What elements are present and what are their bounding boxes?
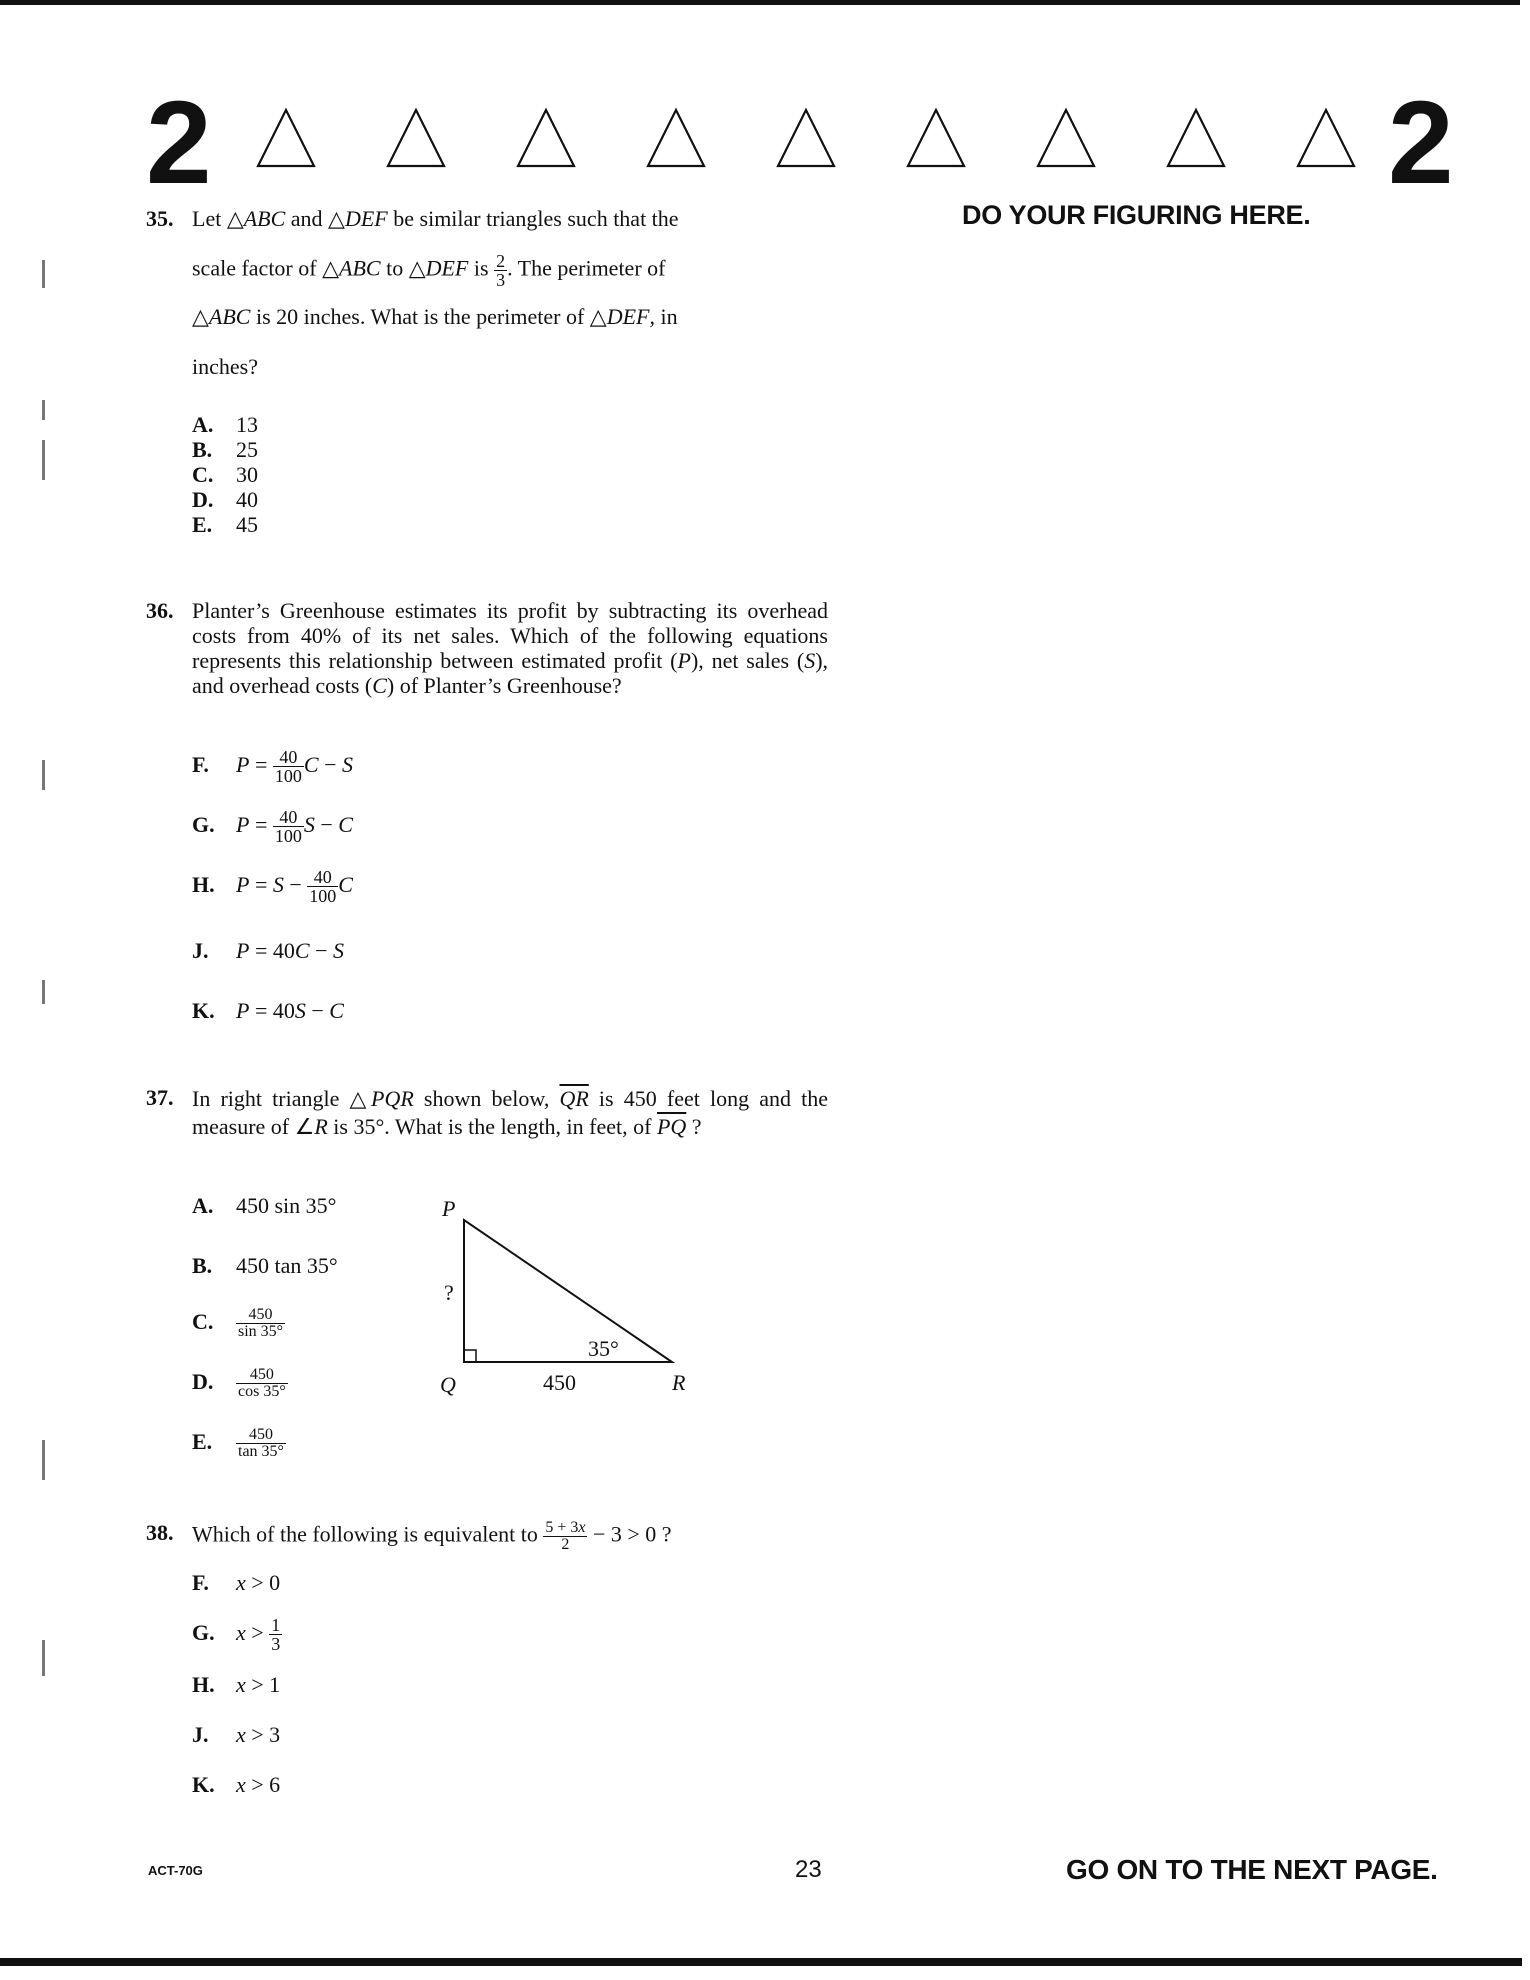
- question-line: Let △ABC and △DEF be similar triangles such that the: [192, 206, 679, 231]
- triangle-icon: [644, 106, 708, 170]
- option-g[interactable]: G. P = $\frac{40}{100}$ S − C: [192, 807, 353, 846]
- question-text: Planter’s Greenhouse estimates its profit by subtracting its overhead costs from 40% of its net sales. Which of the following equations represents this relationship between estimated profit (P), net sales (S), and overhead costs (C) of Planter’s Greenhouse?: [192, 598, 829, 698]
- question-number: 38.: [146, 1520, 174, 1545]
- bottom-rule: [0, 1958, 1522, 1966]
- margin-mark: [42, 1440, 45, 1480]
- section-number-left: 2: [146, 77, 212, 209]
- option-g[interactable]: G. x > $\frac{1}{3}$: [192, 1615, 281, 1654]
- option-h[interactable]: H. x > 1: [192, 1672, 281, 1697]
- margin-mark: [42, 760, 45, 790]
- triangle-icon: [1034, 106, 1098, 170]
- form-code: ACT-70G: [148, 1863, 203, 1878]
- triangle-icon: [514, 106, 578, 170]
- question-line: scale factor of △ABC to △DEF is $\frac{2}{3}$ . The perimeter of: [192, 251, 666, 290]
- triangle-icon: [774, 106, 838, 170]
- option-k[interactable]: K. x > 6: [192, 1772, 281, 1797]
- question-text: In right triangle △PQR shown below, $\overline{QR}$ is 450 feet long and the measure of ∠R is 35°. What is the length, in feet, of $\overline{PQ}$ ?: [192, 1086, 828, 1139]
- right-angle-mark: [464, 1350, 476, 1362]
- next-page-note: GO ON TO THE NEXT PAGE.: [1066, 1854, 1438, 1885]
- margin-mark: [42, 400, 45, 420]
- section-number-right: 2: [1388, 77, 1454, 209]
- option-k[interactable]: K. P = 40S − C: [192, 998, 344, 1023]
- option-d[interactable]: D. 40: [192, 487, 258, 512]
- option-j[interactable]: J. x > 3: [192, 1722, 281, 1747]
- option-b[interactable]: B. 25: [192, 437, 258, 462]
- vertex-r-label: R: [672, 1370, 686, 1395]
- option-c[interactable]: C. $\frac{450}{\sin 35^\circ}$: [192, 1306, 284, 1340]
- question-number: 35.: [146, 206, 174, 231]
- option-f[interactable]: F. x > 0: [192, 1570, 281, 1595]
- triangle-pqr-diagram: [430, 1190, 710, 1410]
- question-text: Which of the following is equivalent to $\frac{5 + 3x}{2}$ − 3 > 0 ?: [192, 1519, 672, 1553]
- question-line: inches?: [192, 354, 258, 379]
- page-number: 23: [795, 1856, 822, 1883]
- question-line: △ABC is 20 inches. What is the perimeter of △DEF, in: [192, 304, 678, 329]
- option-j[interactable]: J. P = 40C − S: [192, 938, 344, 963]
- vertex-q-label: Q: [440, 1372, 456, 1397]
- option-f[interactable]: F. P = $\frac{40}{100}$ C − S: [192, 747, 353, 786]
- option-a[interactable]: A. 13: [192, 412, 258, 437]
- triangle-icon: [1164, 106, 1228, 170]
- angle-r-label: 35°: [588, 1336, 619, 1361]
- side-pq-label: ?: [444, 1280, 454, 1305]
- triangle-icon: [254, 106, 318, 170]
- option-e[interactable]: E. 45: [192, 512, 258, 537]
- triangle-icon: [384, 106, 448, 170]
- margin-mark: [42, 980, 45, 1004]
- option-c[interactable]: C. 30: [192, 462, 258, 487]
- top-rule: [0, 0, 1520, 5]
- triangle-pqr: [464, 1220, 672, 1362]
- question-number: 37.: [146, 1085, 174, 1110]
- figuring-note: DO YOUR FIGURING HERE.: [962, 200, 1311, 230]
- option-a[interactable]: A. 450 sin 35°: [192, 1193, 337, 1218]
- side-qr-label: 450: [543, 1370, 576, 1395]
- option-e[interactable]: E. $\frac{450}{\tan 35^\circ}$: [192, 1426, 284, 1460]
- option-h[interactable]: H. P = S − $\frac{40}{100}$ C: [192, 867, 353, 906]
- triangle-icon: [904, 106, 968, 170]
- option-d[interactable]: D. $\frac{450}{\cos 35^\circ}$: [192, 1366, 286, 1400]
- triangle-icon: [1294, 106, 1358, 170]
- margin-mark: [42, 260, 45, 288]
- margin-mark: [42, 1640, 45, 1676]
- margin-mark: [42, 440, 45, 480]
- vertex-p-label: P: [442, 1196, 456, 1221]
- question-number: 36.: [146, 598, 174, 623]
- option-b[interactable]: B. 450 tan 35°: [192, 1253, 338, 1278]
